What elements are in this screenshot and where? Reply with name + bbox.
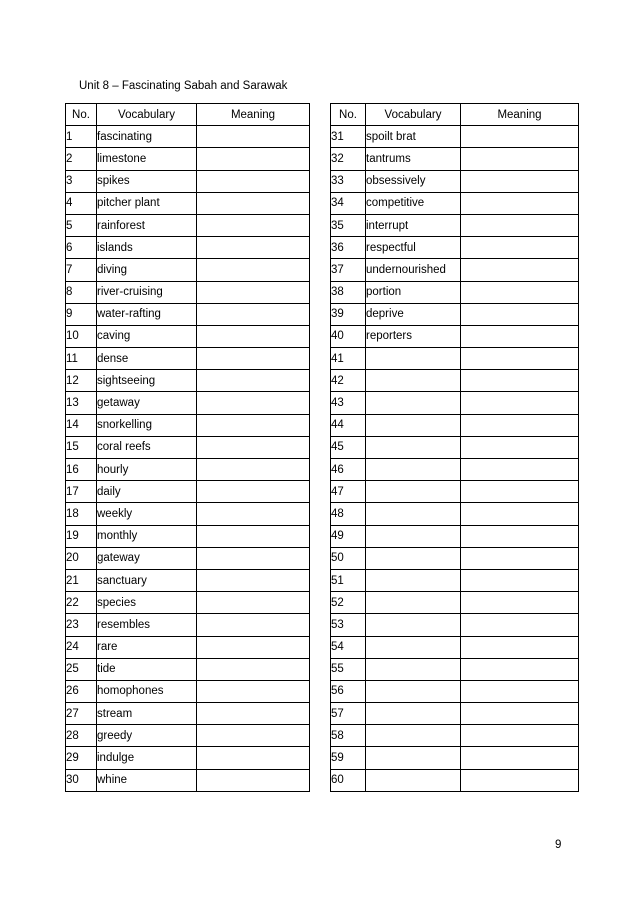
table-row	[331, 592, 579, 614]
vocabulary-word: spikes	[97, 170, 197, 192]
vocabulary-word: obsessively	[366, 170, 461, 192]
vocabulary-word	[366, 525, 461, 547]
table-row	[331, 436, 579, 458]
table-row	[331, 459, 579, 481]
row-number: 32	[331, 148, 366, 170]
vocabulary-word: greedy	[97, 725, 197, 747]
meaning-cell[interactable]	[461, 259, 579, 281]
meaning-cell[interactable]	[197, 592, 310, 614]
vocabulary-word	[366, 636, 461, 658]
vocabulary-word: coral reefs	[97, 436, 197, 458]
table-row	[331, 325, 579, 347]
row-number: 5	[66, 214, 97, 236]
vocabulary-word	[366, 747, 461, 769]
row-number: 54	[331, 636, 366, 658]
table-row	[331, 303, 579, 325]
header-no: No.	[331, 104, 366, 126]
table-row	[66, 547, 310, 569]
vocabulary-word: species	[97, 592, 197, 614]
row-number: 49	[331, 525, 366, 547]
row-number: 34	[331, 192, 366, 214]
row-number: 27	[66, 703, 97, 725]
row-number: 55	[331, 658, 366, 680]
table-row	[66, 237, 310, 259]
table-row	[66, 569, 310, 591]
vocabulary-word: indulge	[97, 747, 197, 769]
meaning-cell[interactable]	[461, 325, 579, 347]
table-row	[66, 348, 310, 370]
vocabulary-word: hourly	[97, 459, 197, 481]
meaning-cell[interactable]	[197, 170, 310, 192]
vocabulary-word: stream	[97, 703, 197, 725]
meaning-cell[interactable]	[197, 459, 310, 481]
row-number: 60	[331, 769, 366, 791]
meaning-cell[interactable]	[461, 769, 579, 791]
meaning-cell[interactable]	[461, 170, 579, 192]
table-row	[331, 392, 579, 414]
row-number: 44	[331, 414, 366, 436]
meaning-cell[interactable]	[461, 525, 579, 547]
meaning-cell[interactable]	[197, 636, 310, 658]
vocabulary-word: reporters	[366, 325, 461, 347]
row-number: 58	[331, 725, 366, 747]
table-row	[331, 658, 579, 680]
row-number: 16	[66, 459, 97, 481]
vocabulary-word: homophones	[97, 680, 197, 702]
row-number: 39	[331, 303, 366, 325]
table-row	[66, 170, 310, 192]
row-number: 10	[66, 325, 97, 347]
table-row	[331, 348, 579, 370]
row-number: 8	[66, 281, 97, 303]
vocabulary-word: islands	[97, 237, 197, 259]
vocabulary-word: water-rafting	[97, 303, 197, 325]
meaning-cell[interactable]	[197, 525, 310, 547]
table-row	[66, 658, 310, 680]
meaning-cell[interactable]	[461, 348, 579, 370]
header-no: No.	[66, 104, 97, 126]
meaning-cell[interactable]	[197, 436, 310, 458]
table-row	[66, 525, 310, 547]
vocabulary-word: spoilt brat	[366, 126, 461, 148]
meaning-cell[interactable]	[197, 680, 310, 702]
table-row	[331, 170, 579, 192]
meaning-cell[interactable]	[461, 747, 579, 769]
table-row	[331, 503, 579, 525]
table-row	[66, 214, 310, 236]
row-number: 25	[66, 658, 97, 680]
table-row	[331, 281, 579, 303]
row-number: 30	[66, 769, 97, 791]
table-row	[331, 192, 579, 214]
vocabulary-word: rare	[97, 636, 197, 658]
row-number: 48	[331, 503, 366, 525]
page-title: Unit 8 – Fascinating Sabah and Sarawak	[79, 80, 288, 92]
row-number: 40	[331, 325, 366, 347]
meaning-cell[interactable]	[197, 348, 310, 370]
meaning-cell[interactable]	[461, 436, 579, 458]
table-row	[66, 680, 310, 702]
vocabulary-word: caving	[97, 325, 197, 347]
table-row	[66, 769, 310, 791]
vocabulary-word: diving	[97, 259, 197, 281]
row-number: 6	[66, 237, 97, 259]
header-meaning: Meaning	[461, 104, 579, 126]
table-row	[331, 636, 579, 658]
row-number: 31	[331, 126, 366, 148]
table-row	[66, 281, 310, 303]
vocabulary-word	[366, 436, 461, 458]
table-row	[66, 414, 310, 436]
vocabulary-word: weekly	[97, 503, 197, 525]
table-row	[331, 680, 579, 702]
row-number: 22	[66, 592, 97, 614]
row-number: 15	[66, 436, 97, 458]
row-number: 57	[331, 703, 366, 725]
table-row	[66, 370, 310, 392]
meaning-cell[interactable]	[197, 725, 310, 747]
vocabulary-word	[366, 703, 461, 725]
table-row	[331, 414, 579, 436]
meaning-cell[interactable]	[461, 614, 579, 636]
row-number: 46	[331, 459, 366, 481]
meaning-cell[interactable]	[461, 370, 579, 392]
meaning-cell[interactable]	[197, 148, 310, 170]
meaning-cell[interactable]	[461, 569, 579, 591]
table-row	[66, 148, 310, 170]
meaning-cell[interactable]	[197, 237, 310, 259]
row-number: 21	[66, 569, 97, 591]
table-row	[66, 303, 310, 325]
row-number: 4	[66, 192, 97, 214]
row-number: 23	[66, 614, 97, 636]
table-row	[331, 525, 579, 547]
table-row	[66, 503, 310, 525]
table-row	[66, 636, 310, 658]
table-header-row	[66, 104, 310, 126]
vocabulary-word	[366, 414, 461, 436]
vocabulary-word: sightseeing	[97, 370, 197, 392]
table-row	[66, 459, 310, 481]
meaning-cell[interactable]	[197, 370, 310, 392]
meaning-cell[interactable]	[461, 303, 579, 325]
row-number: 45	[331, 436, 366, 458]
row-number: 41	[331, 348, 366, 370]
vocabulary-word: competitive	[366, 192, 461, 214]
meaning-cell[interactable]	[197, 503, 310, 525]
table-row	[331, 725, 579, 747]
table-row	[331, 481, 579, 503]
row-number: 47	[331, 481, 366, 503]
meaning-cell[interactable]	[461, 237, 579, 259]
meaning-cell[interactable]	[197, 126, 310, 148]
row-number: 11	[66, 348, 97, 370]
vocabulary-word: sanctuary	[97, 569, 197, 591]
vocabulary-word: daily	[97, 481, 197, 503]
table-body-right	[331, 126, 579, 792]
table-row	[331, 747, 579, 769]
row-number: 24	[66, 636, 97, 658]
table-row	[66, 614, 310, 636]
row-number: 2	[66, 148, 97, 170]
row-number: 37	[331, 259, 366, 281]
table-row	[66, 392, 310, 414]
vocabulary-word	[366, 680, 461, 702]
table-row	[331, 370, 579, 392]
row-number: 56	[331, 680, 366, 702]
table-row	[331, 614, 579, 636]
vocabulary-word	[366, 348, 461, 370]
meaning-cell[interactable]	[461, 658, 579, 680]
row-number: 38	[331, 281, 366, 303]
vocabulary-word: river-cruising	[97, 281, 197, 303]
vocabulary-word: whine	[97, 769, 197, 791]
meaning-cell[interactable]	[461, 703, 579, 725]
meaning-cell[interactable]	[197, 281, 310, 303]
meaning-cell[interactable]	[461, 481, 579, 503]
vocabulary-word: fascinating	[97, 126, 197, 148]
vocabulary-word	[366, 481, 461, 503]
table-row	[66, 725, 310, 747]
table-row	[331, 214, 579, 236]
row-number: 50	[331, 547, 366, 569]
table-row	[331, 569, 579, 591]
row-number: 18	[66, 503, 97, 525]
row-number: 59	[331, 747, 366, 769]
row-number: 7	[66, 259, 97, 281]
vocabulary-word: portion	[366, 281, 461, 303]
row-number: 51	[331, 569, 366, 591]
row-number: 42	[331, 370, 366, 392]
row-number: 43	[331, 392, 366, 414]
table-row	[66, 192, 310, 214]
meaning-cell[interactable]	[197, 392, 310, 414]
meaning-cell[interactable]	[197, 547, 310, 569]
meaning-cell[interactable]	[197, 325, 310, 347]
vocabulary-word	[366, 503, 461, 525]
vocabulary-word: dense	[97, 348, 197, 370]
vocabulary-word	[366, 592, 461, 614]
row-number: 12	[66, 370, 97, 392]
row-number: 52	[331, 592, 366, 614]
meaning-cell[interactable]	[461, 503, 579, 525]
meaning-cell[interactable]	[461, 459, 579, 481]
table-row	[66, 481, 310, 503]
table-row	[331, 703, 579, 725]
vocabulary-word: tantrums	[366, 148, 461, 170]
vocabulary-word: snorkelling	[97, 414, 197, 436]
vocabulary-word	[366, 725, 461, 747]
row-number: 9	[66, 303, 97, 325]
vocabulary-word	[366, 459, 461, 481]
vocabulary-table-left	[65, 103, 310, 792]
table-row	[331, 237, 579, 259]
vocabulary-word: respectful	[366, 237, 461, 259]
meaning-cell[interactable]	[461, 636, 579, 658]
vocabulary-word	[366, 658, 461, 680]
row-number: 17	[66, 481, 97, 503]
row-number: 3	[66, 170, 97, 192]
row-number: 26	[66, 680, 97, 702]
meaning-cell[interactable]	[197, 569, 310, 591]
table-row	[66, 703, 310, 725]
vocabulary-word: getaway	[97, 392, 197, 414]
vocabulary-word: gateway	[97, 547, 197, 569]
meaning-cell[interactable]	[197, 259, 310, 281]
meaning-cell[interactable]	[461, 680, 579, 702]
row-number: 19	[66, 525, 97, 547]
table-row	[66, 436, 310, 458]
row-number: 29	[66, 747, 97, 769]
meaning-cell[interactable]	[461, 214, 579, 236]
vocabulary-word: limestone	[97, 148, 197, 170]
vocabulary-word: monthly	[97, 525, 197, 547]
meaning-cell[interactable]	[461, 192, 579, 214]
meaning-cell[interactable]	[197, 303, 310, 325]
meaning-cell[interactable]	[197, 192, 310, 214]
table-row	[66, 259, 310, 281]
table-row	[331, 148, 579, 170]
row-number: 13	[66, 392, 97, 414]
table-row	[331, 547, 579, 569]
table-body-left	[66, 126, 310, 792]
page-number: 9	[555, 839, 562, 851]
vocabulary-word: deprive	[366, 303, 461, 325]
meaning-cell[interactable]	[461, 414, 579, 436]
vocabulary-table-right	[330, 103, 579, 792]
table-row	[66, 747, 310, 769]
row-number: 33	[331, 170, 366, 192]
vocabulary-word: tide	[97, 658, 197, 680]
header-vocabulary: Vocabulary	[97, 104, 197, 126]
row-number: 36	[331, 237, 366, 259]
meaning-cell[interactable]	[461, 725, 579, 747]
meaning-cell[interactable]	[461, 281, 579, 303]
vocabulary-word	[366, 614, 461, 636]
table-row	[66, 325, 310, 347]
row-number: 28	[66, 725, 97, 747]
table-row	[331, 769, 579, 791]
vocabulary-word: resembles	[97, 614, 197, 636]
table-header-row	[331, 104, 579, 126]
meaning-cell[interactable]	[461, 148, 579, 170]
meaning-cell[interactable]	[461, 592, 579, 614]
vocabulary-word: interrupt	[366, 214, 461, 236]
vocabulary-word	[366, 569, 461, 591]
row-number: 1	[66, 126, 97, 148]
header-vocabulary: Vocabulary	[366, 104, 461, 126]
row-number: 35	[331, 214, 366, 236]
meaning-cell[interactable]	[197, 214, 310, 236]
vocabulary-word	[366, 370, 461, 392]
meaning-cell[interactable]	[197, 747, 310, 769]
meaning-cell[interactable]	[197, 769, 310, 791]
meaning-cell[interactable]	[197, 658, 310, 680]
row-number: 53	[331, 614, 366, 636]
vocabulary-word	[366, 392, 461, 414]
vocabulary-word: pitcher plant	[97, 192, 197, 214]
table-row	[66, 592, 310, 614]
meaning-cell[interactable]	[197, 414, 310, 436]
table-row	[331, 259, 579, 281]
row-number: 14	[66, 414, 97, 436]
vocabulary-word	[366, 769, 461, 791]
meaning-cell[interactable]	[197, 614, 310, 636]
table-row	[331, 126, 579, 148]
meaning-cell[interactable]	[197, 481, 310, 503]
table-row	[66, 126, 310, 148]
meaning-cell[interactable]	[461, 392, 579, 414]
vocabulary-word	[366, 547, 461, 569]
vocabulary-word: rainforest	[97, 214, 197, 236]
vocabulary-word: undernourished	[366, 259, 461, 281]
row-number: 20	[66, 547, 97, 569]
header-meaning: Meaning	[197, 104, 310, 126]
meaning-cell[interactable]	[197, 703, 310, 725]
meaning-cell[interactable]	[461, 547, 579, 569]
meaning-cell[interactable]	[461, 126, 579, 148]
